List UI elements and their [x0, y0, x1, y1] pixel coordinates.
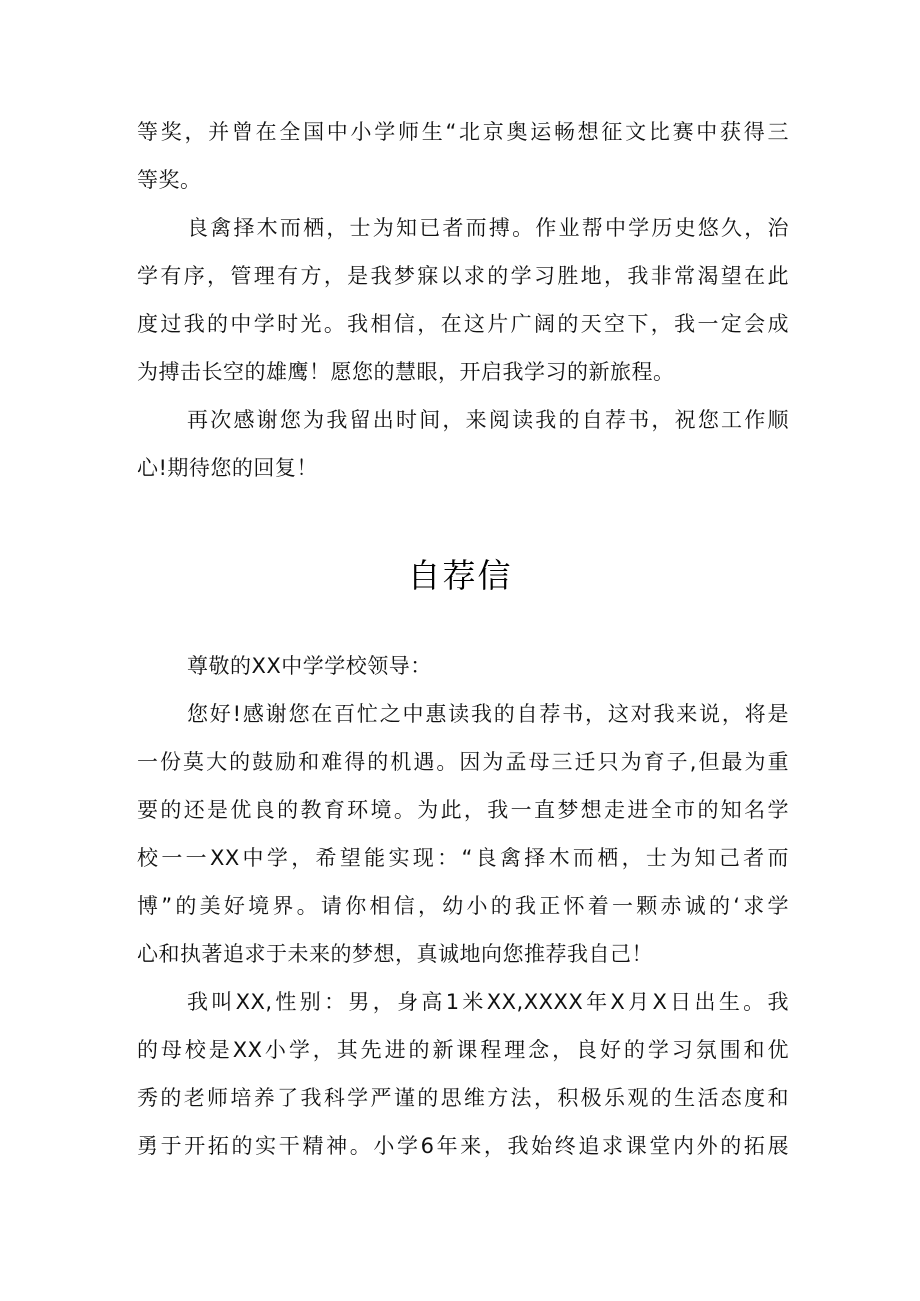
- text-line: 心!期待您的回复！: [137, 456, 318, 480]
- text-line: 我叫XX,性别：男，身高1米XX,XXXX年X月X日出生。我: [187, 990, 789, 1014]
- text-line: 为搏击长空的雄鹰！愿您的慧眼，开启我学习的新旅程。: [137, 360, 675, 384]
- text-line: 校一一XX中学，希望能实现：“良禽择木而栖，士为知己者而: [137, 846, 789, 870]
- letter-title: 自荐信: [407, 556, 513, 595]
- text-line: 一份莫大的鼓励和难得的机遇。因为孟母三迁只为育子,但最为重: [137, 750, 789, 774]
- text-line: 秀的老师培养了我科学严谨的思维方法，积极乐观的生活态度和: [137, 1086, 789, 1110]
- text-line: 再次感谢您为我留出时间，来阅读我的自荐书，祝您工作顺: [187, 408, 789, 432]
- text-line: 良禽择木而栖，士为知已者而搏。作业帮中学历史悠久，治: [187, 216, 789, 240]
- text-line: 的母校是XX小学，其先进的新课程理念，良好的学习氛围和优: [137, 1038, 789, 1062]
- text-line: 等奖，并曾在全国中小学师生“北京奥运畅想征文比赛中获得三: [137, 120, 789, 144]
- text-line: 心和执著追求于未来的梦想，真诚地向您推荐我自己！: [137, 942, 653, 966]
- salutation: [137, 642, 789, 690]
- text-line: 学有序，管理有方，是我梦寐以求的学习胜地，我非常渴望在此: [137, 264, 789, 288]
- letter-paragraph-1: [137, 690, 789, 978]
- text-line: 度过我的中学时光。我相信，在这片广阔的天空下，我一定会成: [137, 312, 789, 336]
- text-line: 勇于开拓的实干精神。小学6年来，我始终追求课堂内外的拓展: [137, 1134, 789, 1158]
- text-line: 您好!感谢您在百忙之中惠读我的自荐书，这对我来说，将是: [187, 702, 789, 726]
- text-line: 等奖。: [137, 168, 202, 192]
- prev-paragraph-1: [137, 108, 789, 204]
- salutation-text: 尊敬的XX中学学校领导：: [187, 654, 432, 678]
- prev-paragraph-2: [137, 204, 789, 396]
- text-line: 要的还是优良的教育环境。为此，我一直梦想走进全市的知名学: [137, 798, 789, 822]
- letter-paragraph-2: [137, 978, 789, 1170]
- text-line: 博”的美好境界。请你相信，幼小的我正怀着一颗赤诚的‘求学: [137, 894, 789, 918]
- prev-paragraph-3: [137, 396, 789, 492]
